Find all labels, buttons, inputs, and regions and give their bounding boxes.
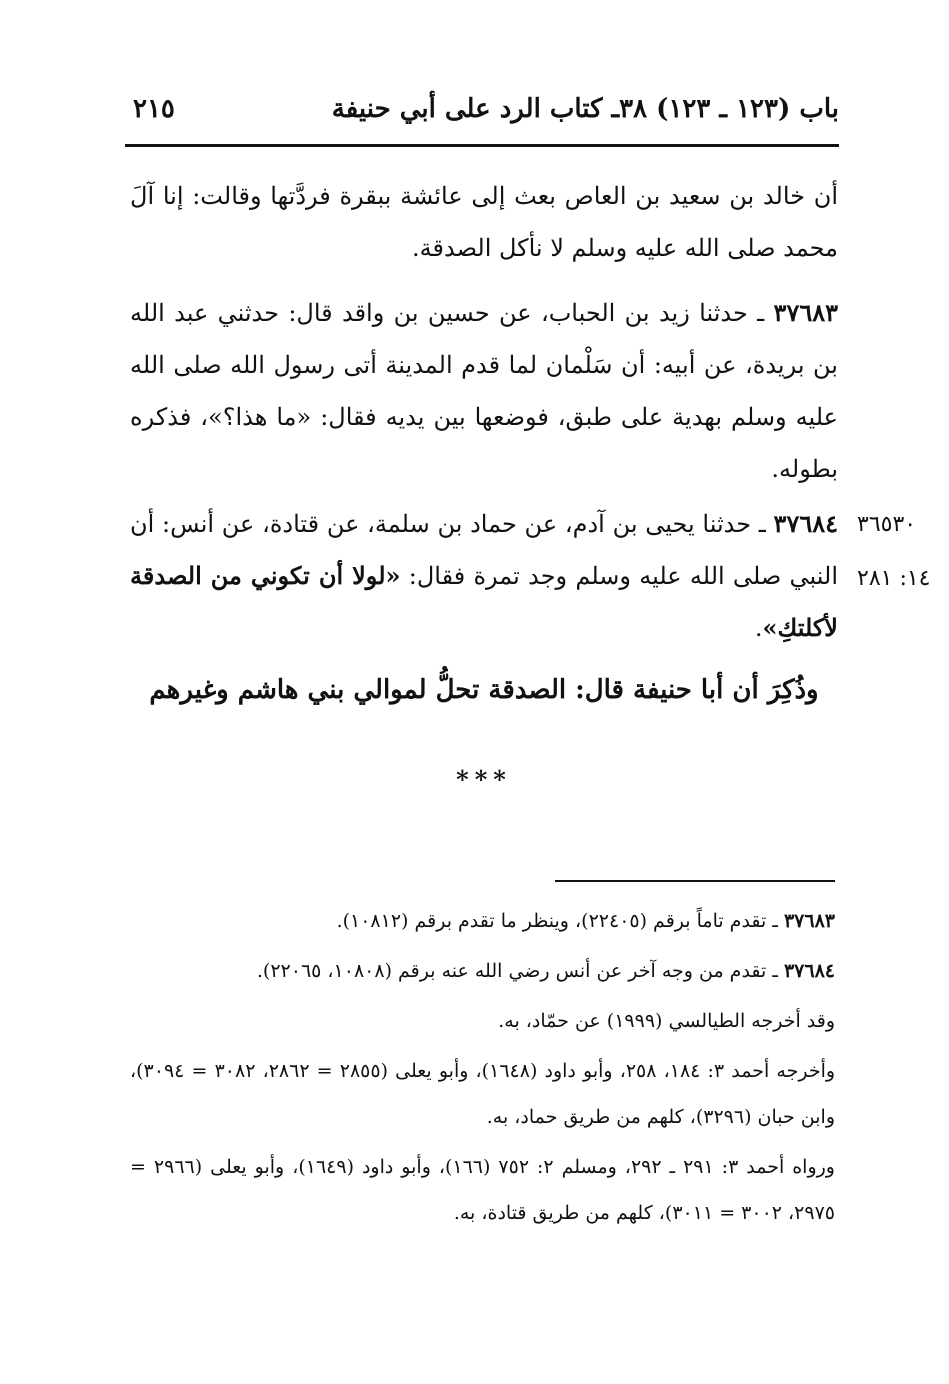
footnote-number: ٣٧٦٨٣ <box>783 910 835 932</box>
hadith-quote: «لولا أن تكوني من الصدقة لأكلتكِ» <box>130 561 838 642</box>
footnote <box>130 998 835 1044</box>
margin-note-volume-page: ١٤: ٢٨١ <box>857 566 931 591</box>
footnote <box>130 1144 835 1236</box>
margin-note-cross-reference: ٣٦٥٣٠ <box>857 512 917 537</box>
footnote-text: وقد أخرجه الطيالسي (١٩٩٩) عن حمّاد، به. <box>498 1010 835 1032</box>
footnote-text: ـ تقدم تاماً برقم (٢٢٤٠٥)، وينظر ما تقدم برقم (١٠٨١٢). <box>336 910 784 932</box>
hadith-text: ـ حدثنا يحيى بن آدم، عن حماد بن سلمة، عن قتادة، عن أنس: أن النبي صلى الله عليه وسلم وجد تمرة فقال: <box>130 510 838 590</box>
hadith-37683 <box>130 287 838 495</box>
footnote-number: ٣٧٦٨٤ <box>783 960 835 982</box>
hadith-text: ـ حدثنا زيد بن الحباب، عن حسين بن واقد قال: حدثني عبد الله بن بريدة، عن أبيه: أن سَلْمان لما قدم المدينة أتى رسول الله صلى الله عليه وسلم بهدية على طبق، فوضعها بين يديه فقال: «ما هذا؟»، فذكره بطوله. <box>130 299 838 483</box>
header-title: باب (١٢٣ ـ ١٢٣) ٣٨ـ كتاب الرد على أبي حنيفة <box>331 94 839 124</box>
footnote-text: وأخرجه أحمد ٣: ١٨٤، ٢٥٨، وأبو داود (١٦٤٨)، وأبو يعلى (٢٨٥٥ = ٢٨٦٢، ٣٠٨٢ = ٣٠٩٤)، وابن حبان (٣٢٩٦)، كلهم من طريق حماد، به. <box>130 1060 836 1128</box>
footnote <box>130 898 835 944</box>
footnotes <box>130 898 835 1240</box>
footnote <box>130 948 835 994</box>
hadith-number: ٣٧٦٨٤ <box>773 509 838 538</box>
section-heading: وذُكِرَ أن أبا حنيفة قال: الصدقة تحلُّ لموالي بني هاشم وغيرهم <box>149 675 819 705</box>
hadith-37684 <box>130 498 838 654</box>
footnote-text: ورواه أحمد ٣: ٢٩١ ـ ٢٩٢، ومسلم ٢: ٧٥٢ (١٦٦)، وأبو داود (١٦٤٩)، وأبو يعلى (٢٩٦٦ = ٢٩٧٥، ٣٠٠٢ = ٣٠١١)، كلهم من طريق قتادة، به. <box>130 1156 835 1224</box>
paragraph-text: أن خالد بن سعيد بن العاص بعث إلى عائشة ببقرة فردَّتها وقالت: إنا آلَ محمد صلى الله عليه وسلم لا نأكل الصدقة. <box>130 182 838 262</box>
page-number: ٢١٥ <box>133 94 175 124</box>
header-rule <box>125 144 839 147</box>
running-header <box>125 88 839 140</box>
paragraph-continuation <box>130 170 838 274</box>
footnote <box>130 1048 835 1140</box>
footnote-rule <box>555 880 835 882</box>
footnote-text: ـ تقدم من وجه آخر عن أنس رضي الله عنه برقم (١٠٨٠٨، ٢٢٠٦٥). <box>256 960 784 982</box>
hadith-number: ٣٧٦٨٣ <box>773 298 838 327</box>
separator-stars: *** <box>456 765 512 794</box>
hadith-end: . <box>754 614 763 642</box>
